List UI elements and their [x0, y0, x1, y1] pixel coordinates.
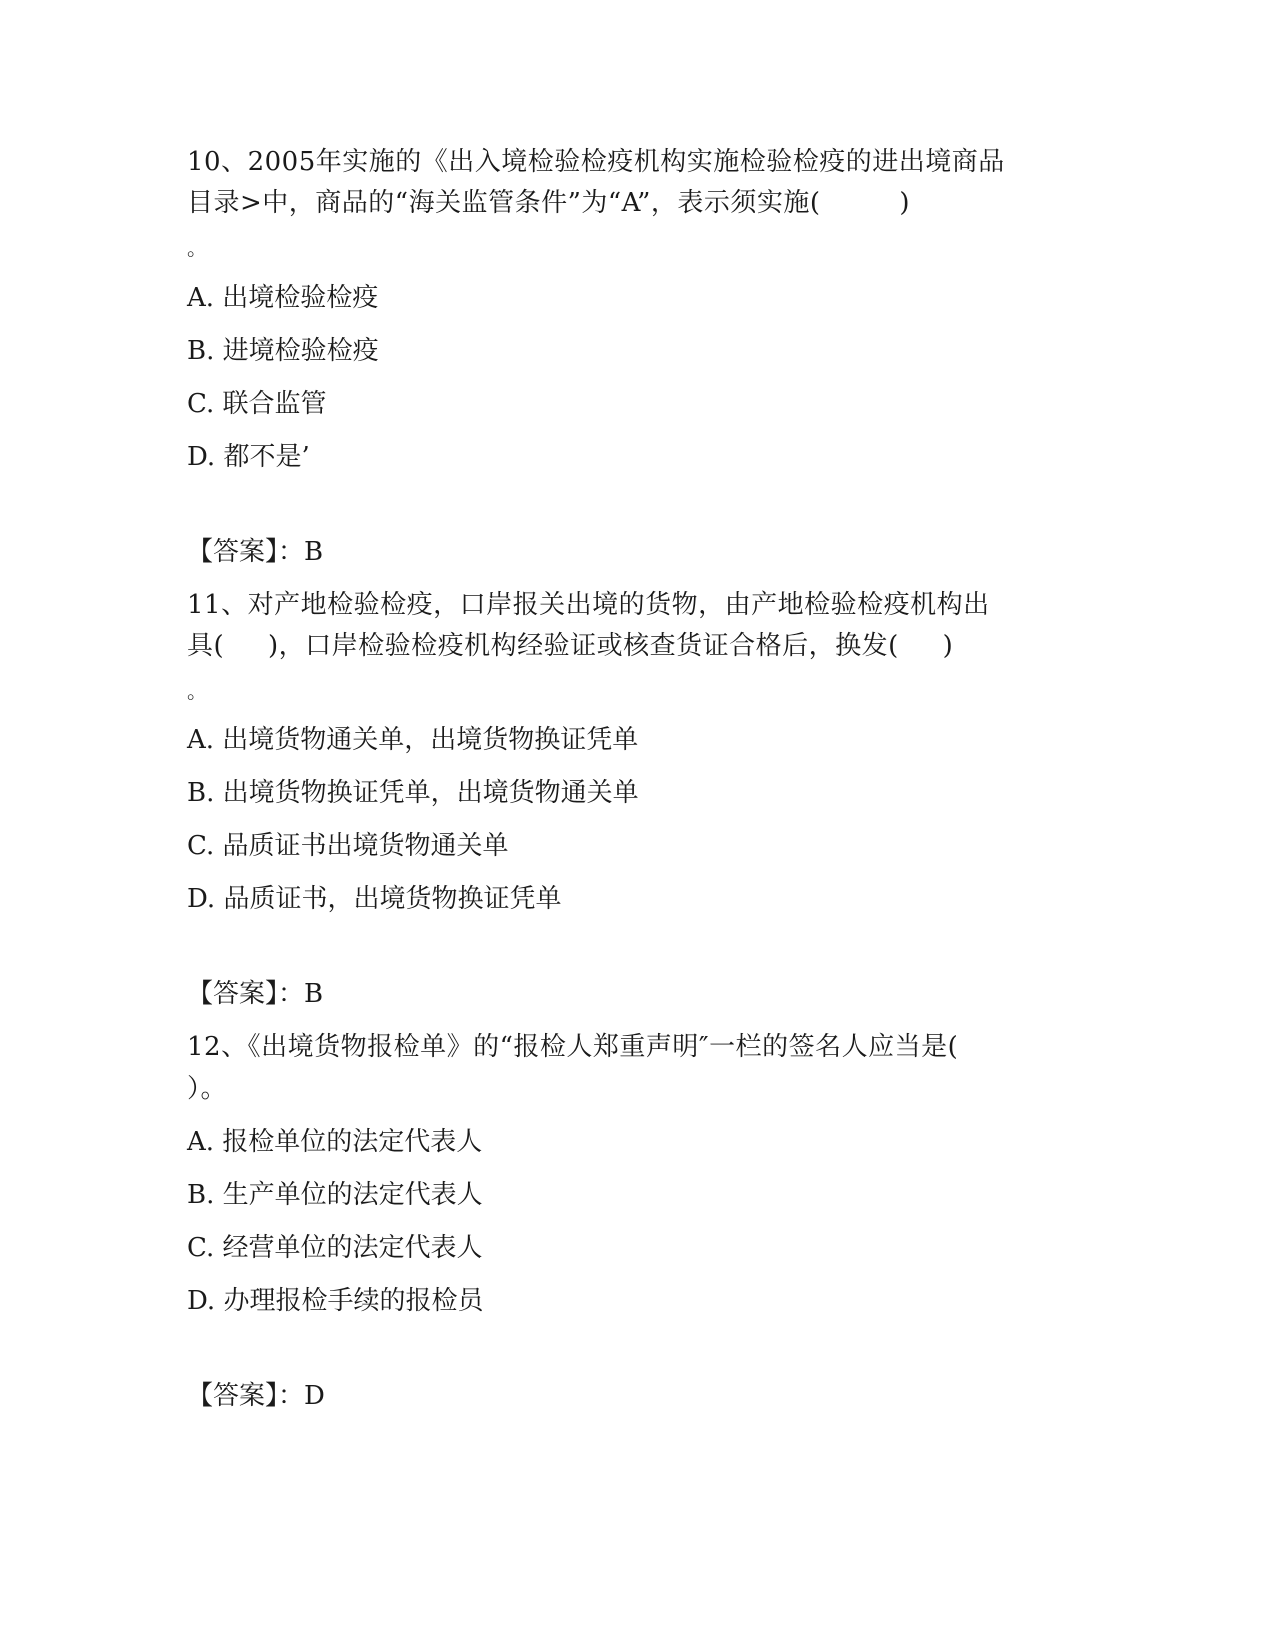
- question-stem-line: 目录>中，商品的“海关监管条件”为“A”，表示须实施( ): [187, 188, 911, 218]
- question-stem-line: 具( )，口岸检验检疫机构经验证或核查货证合格后，换发( ): [187, 631, 954, 661]
- answer: 【答案】：B: [187, 537, 324, 567]
- option-a: A. 出境检验检疫: [187, 283, 379, 313]
- option-b: B. 出境货物换证凭单，出境货物通关单: [187, 778, 639, 808]
- answer: 【答案】：B: [187, 979, 324, 1009]
- option-a: A. 报检单位的法定代表人: [187, 1127, 483, 1157]
- option-d: D. 都不是’: [187, 442, 310, 472]
- answer: 【答案】：D: [187, 1381, 325, 1411]
- option-d: D. 办理报检手续的报检员: [187, 1286, 484, 1316]
- option-b: B. 进境检验检疫: [187, 336, 379, 366]
- option-c: C. 品质证书出境货物通关单: [187, 831, 509, 861]
- option-d: D. 品质证书，出境货物换证凭单: [187, 884, 562, 914]
- option-c: C. 联合监管: [187, 389, 327, 419]
- question-stem-line: 12、《出境货物报检单》的“报检人郑重声明″一栏的签名人应当是(: [187, 1032, 959, 1062]
- question-stem-line: ）。: [187, 1074, 228, 1104]
- question-stem-line: 。: [187, 236, 207, 260]
- question-stem-line: 11、对产地检验检疫，口岸报关出境的货物，由产地检验检疫机构出: [187, 590, 990, 620]
- option-c: C. 经营单位的法定代表人: [187, 1233, 483, 1263]
- question-stem-line: 。: [187, 679, 207, 703]
- option-a: A. 出境货物通关单，出境货物换证凭单: [187, 725, 639, 755]
- option-b: B. 生产单位的法定代表人: [187, 1180, 483, 1210]
- question-stem-line: 10、2005年实施的《出入境检验检疫机构实施检验检疫的进出境商品: [187, 147, 1005, 177]
